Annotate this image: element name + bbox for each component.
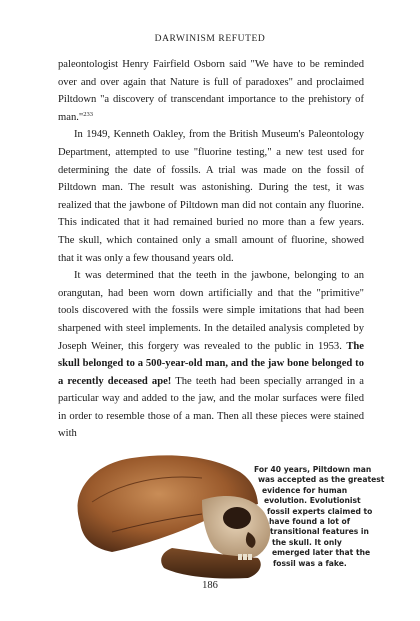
paragraph-2: In 1949, Kenneth Oakley, from the British Museum's Paleontology Department, attempted to use "fluorine testing," a new test used for determining the date of fossils. A trial was made on the fossil of Piltdown man. The result was astonishing. During the test, it was realized that the jawbone of Piltdown man did not contain any fluorine. This indicated that it had remained buried no more than a few years. The skull, which contained only a small amount of fluorine, showed that it was only a few thousand years old. xyxy=(58,129,364,264)
bold-statement: The skull belonged to a 500-year-old man, and the jaw bone belonged to a recently deceased ape! xyxy=(58,340,364,387)
running-header: DARWINISM REFUTED xyxy=(154,34,266,44)
page-number: 186 xyxy=(202,580,218,591)
paragraph-3: It was determined that the teeth in the jawbone, belonging to an orangutan, had been worn down artificially and that the "primitive" tools discovered with the fossils were simple imitations that had been sharpened with steel implements. In the detailed analysis completed by Joseph Weiner, this forgery was revealed to the public in 1953. The skull belonged to a 500-year-old man, and the jaw bone belonged to a recently deceased ape! The teeth had been specially arranged in a particular way and added to the jaw, and the molar surfaces were filed in order to resemble those of a man. Then all these pieces were stained with xyxy=(58,270,364,440)
paragraph-1: paleontologist Henry Fairfield Osborn said "We have to be reminded over and over again that Nature is full of paradoxes" and proclaimed Piltdown "a discovery of transcendant importance to the prehistory of man."$^{233}$ xyxy=(58,59,364,123)
figure-caption: For 40 years, Piltdown man was accepted as the greatest evidence for human evolution. Evolutionist fossil experts claimed to have found a lot of transitional features in the skull. It only emerged later that the fossil was a fake. xyxy=(254,465,385,568)
footnote-reference: 233 xyxy=(83,110,93,118)
body-text xyxy=(58,56,364,443)
